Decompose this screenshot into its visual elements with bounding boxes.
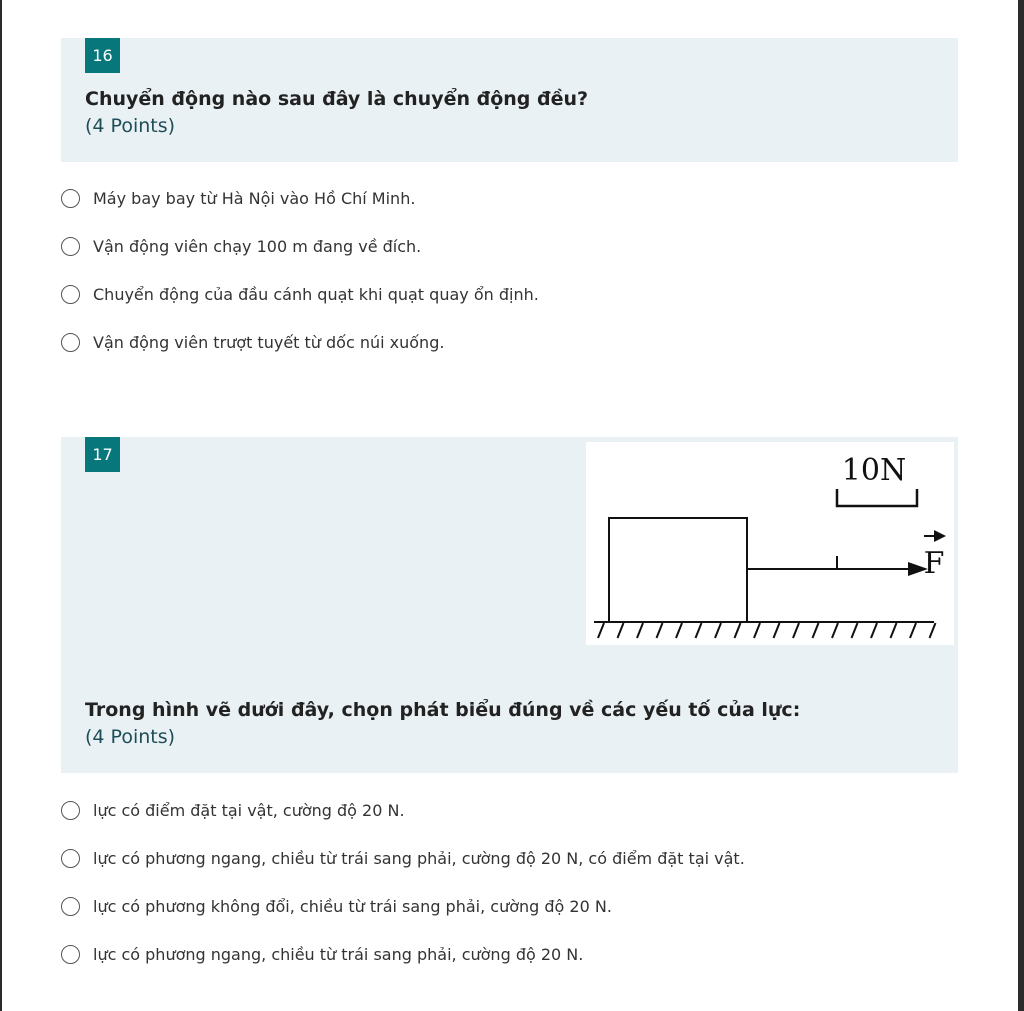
hatch-mark [735, 623, 741, 638]
question-title: Chuyển động nào sau đây là chuyển động đều? [85, 88, 589, 110]
hatch-mark [696, 623, 702, 638]
answer-option[interactable] [61, 845, 745, 871]
vector-bar-arrowhead [934, 530, 946, 542]
radio-button[interactable] [61, 801, 80, 820]
answer-option-label: Vận động viên chạy 100 m đang về đích. [93, 236, 422, 256]
answer-option[interactable] [61, 329, 444, 355]
answer-option-label: lực có phương ngang, chiều từ trái sang phải, cường độ 20 N, có điểm đặt tại vật. [93, 848, 745, 868]
force-diagram-svg [586, 442, 954, 645]
answer-option-label: Máy bay bay từ Hà Nội vào Hồ Chí Minh. [93, 188, 416, 208]
hatch-mark [813, 623, 819, 638]
force-diagram [586, 442, 954, 645]
hatch-mark [598, 623, 604, 638]
scale-bracket [837, 489, 917, 506]
hatch-mark [832, 623, 838, 638]
window-edge-left [0, 0, 2, 1011]
hatch-mark [676, 623, 682, 638]
question-points: (4 Points) [85, 726, 176, 748]
answer-option-label: Chuyển động của đầu cánh quạt khi quạt quay ổn định. [93, 284, 539, 304]
hatch-mark [657, 623, 663, 638]
answer-option[interactable] [61, 941, 583, 967]
answer-option-label: Vận động viên trượt tuyết từ dốc núi xuống. [93, 332, 445, 352]
hatch-mark [852, 623, 858, 638]
hatch-mark [637, 623, 643, 638]
answer-option-label: lực có điểm đặt tại vật, cường độ 20 N. [93, 800, 405, 820]
force-label: F [923, 546, 945, 581]
answer-option-label: lực có phương ngang, chiều từ trái sang phải, cường độ 20 N. [93, 944, 584, 964]
question-number-badge: 17 [85, 437, 120, 472]
scale-label: 10N [841, 453, 907, 488]
radio-button[interactable] [61, 333, 80, 352]
radio-button[interactable] [61, 897, 80, 916]
ground-hatching [598, 623, 936, 638]
question-points: (4 Points) [85, 115, 176, 137]
question-number-badge: 16 [85, 38, 120, 73]
answer-option[interactable] [61, 185, 415, 211]
hatch-mark [871, 623, 877, 638]
radio-button[interactable] [61, 285, 80, 304]
window-edge-right [1018, 0, 1024, 1011]
radio-button[interactable] [61, 189, 80, 208]
hatch-mark [793, 623, 799, 638]
answer-option[interactable] [61, 893, 612, 919]
radio-button[interactable] [61, 945, 80, 964]
answer-option[interactable] [61, 233, 421, 259]
radio-button[interactable] [61, 849, 80, 868]
hatch-mark [930, 623, 936, 638]
hatch-mark [715, 623, 721, 638]
answer-option-label: lực có phương không đổi, chiều từ trái sang phải, cường độ 20 N. [93, 896, 612, 916]
question-16-header [61, 38, 958, 162]
answer-option[interactable] [61, 797, 405, 823]
hatch-mark [754, 623, 760, 638]
answer-option[interactable] [61, 281, 539, 307]
hatch-mark [891, 623, 897, 638]
hatch-mark [910, 623, 916, 638]
block-object [609, 518, 747, 622]
radio-button[interactable] [61, 237, 80, 256]
hatch-mark [774, 623, 780, 638]
hatch-mark [618, 623, 624, 638]
question-title: Trong hình vẽ dưới đây, chọn phát biểu đúng về các yếu tố của lực: [85, 699, 801, 721]
